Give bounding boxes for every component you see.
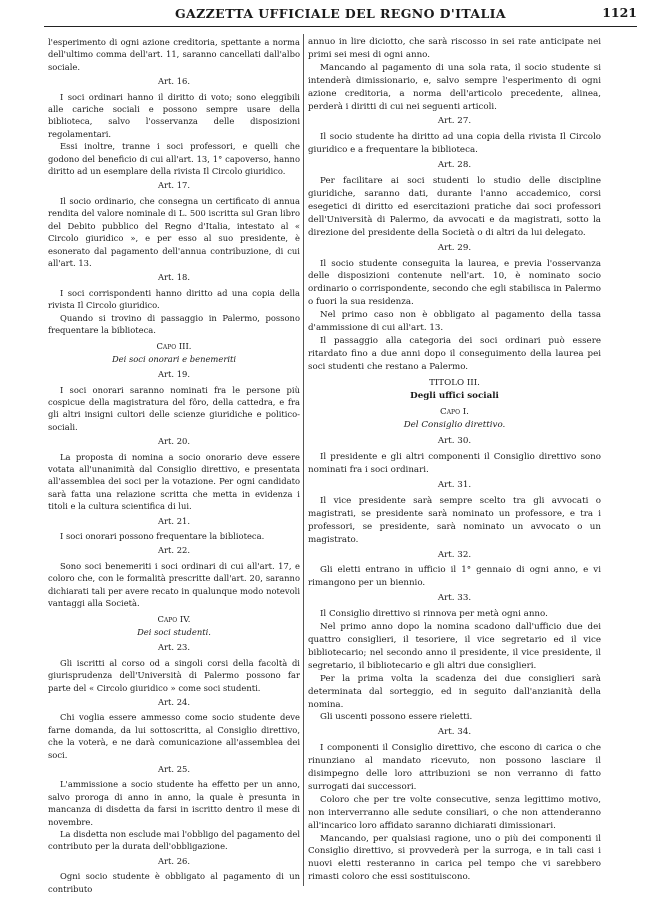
- paragraph: Chi voglia essere ammesso come socio studente deve farne domanda, da lui sottoscritta, al Consiglio direttivo, che la voterà, e ne darà comunicazione all'assemblea dei soci.: [48, 712, 300, 760]
- article-heading: Art. 16.: [157, 76, 191, 87]
- paragraph: Mancando al pagamento di una sola rata, il socio studente si intenderà dimissionario, e, salvo sempre l'esperimento di ogni azione creditoria, a norma dell'articolo precedente, alinea, perderà i diritti di cui nei seguenti articoli.: [308, 62, 601, 112]
- paragraph: Il socio ordinario, che consegna un certificato di annua rendita del valore nominale di L. 500 iscritta sul Gran libro del Debito pubblico del Regno d'Italia, intestato al « Circolo giuridico », e per esso al suo presidente, è esonerato dal pagamento dell'annua contribuzione, di cui all'art. 13.: [48, 195, 300, 268]
- paragraph: Mancando, per qualsiasi ragione, uno o più dei componenti il Consiglio direttivo, si provvederà per la surroga, e in tali casi i nuovi eletti resteranno in carica pel tempo che vi sarebbero rimasti coloro che essi sostituiscono.: [308, 833, 601, 883]
- title-subtitle: Degli uffici sociali: [410, 390, 499, 401]
- chapter-heading: Capo I.: [440, 407, 469, 418]
- article-heading: Art. 33.: [437, 593, 472, 604]
- article-heading: Art. 17.: [157, 180, 191, 191]
- paragraph: I componenti il Consiglio direttivo, che escono di carica o che rinunziano al mandato ricevuto, non possono lasciare il disimpegno delle loro attribuzioni se non verranno di fatto surrogati dai successori.: [308, 743, 601, 792]
- chapter-subtitle: Del Consiglio direttivo.: [403, 420, 506, 431]
- paragraph: La proposta di nomina a socio onorario deve essere votata all'unanimità dal Consiglio direttivo, e presentata all'assemblea dei soci per la votazione. Per ogni candidato sarà fatta una relazione scritta che metta in evidenza i titoli e la cultura scientifica di lui.: [48, 451, 300, 512]
- paragraph: Ogni socio studente è obbligato al pagamento di un contributo: [48, 871, 300, 894]
- article-heading: Art. 25.: [157, 763, 191, 774]
- paragraph-continuation: annuo in lire diciotto, che sarà riscosso in sei rate anticipate nei primi sei mesi di ogni anno.: [308, 37, 601, 60]
- left-column: [48, 36, 300, 895]
- right-column: [308, 36, 601, 884]
- paragraph: Il socio studente ha diritto ad una copia della rivista Il Circolo giuridico e a frequentare la biblioteca.: [308, 132, 601, 156]
- paragraph: Quando si trovino di passaggio in Palermo, possono frequentare la biblioteca.: [48, 312, 300, 335]
- paragraph: I soci onorari possono frequentare la biblioteca.: [60, 531, 265, 542]
- title-heading: TITOLO III.: [429, 377, 480, 388]
- article-heading: Art. 24.: [157, 696, 191, 707]
- article-heading: Art. 21.: [157, 515, 191, 526]
- article-heading: Art. 20.: [157, 436, 191, 447]
- page-number: 1121: [602, 5, 637, 20]
- chapter-subtitle: Dei soci onorari e benemeriti: [111, 353, 237, 364]
- article-heading: Art. 27.: [437, 116, 472, 127]
- article-heading: Art. 19.: [157, 369, 191, 380]
- article-heading: Art. 28.: [437, 160, 472, 171]
- article-heading: Art. 30.: [437, 436, 472, 447]
- paragraph-continuation: l'esperimento di ogni azione creditoria, spettante a norma dell'ultimo comma dell'art. 11, saranno cancellati dall'albo sociale.: [48, 37, 300, 72]
- paragraph: Nel primo caso non è obbligato al pagamento della tassa d'ammissione di cui all'art. 13.: [308, 310, 601, 334]
- article-heading: Art. 18.: [157, 272, 191, 283]
- paragraph: Per la prima volta la scadenza dei due consiglieri sarà determinata dal sorteggio, ed in seguito dall'anzianità della nomina.: [308, 673, 601, 710]
- column-divider: [303, 34, 304, 886]
- paragraph: Nel primo anno dopo la nomina scadono dall'ufficio due dei quattro consiglieri, il tesoriere, il vice segretario ed il vice bibliotecario; nel secondo anno il presidente, il vice presidente, il segretario, il bibliotecario e gli altri due consiglieri.: [308, 622, 601, 671]
- paragraph: La disdetta non esclude mai l'obbligo del pagamento del contributo per la durata dell'obbligazione.: [48, 828, 300, 852]
- paragraph: Essi inoltre, tranne i soci professori, e quelli che godono del beneficio di cui all'art. 13, 1° capoverso, hanno diritto ad un esemplare della rivista Il Circolo giuridico.: [48, 141, 300, 177]
- article-heading: Art. 23.: [157, 642, 191, 653]
- page-header: [44, 4, 637, 27]
- chapter-heading: Capo III.: [156, 341, 192, 352]
- paragraph: I soci ordinari hanno il diritto di voto; sono eleggibili alle cariche sociali e possono sempre usare della biblioteca, salvo l'osservanza delle disposizioni regolamentari.: [48, 91, 300, 139]
- paragraph: Il socio studente conseguita la laurea, e previa l'osservanza delle disposizioni contenute nell'art. 10, è nominato socio ordinario o corrispondente, secondo che egli stabilisca in Palermo o fuori la sua residenza.: [308, 258, 601, 308]
- article-heading: Art. 32.: [437, 549, 472, 560]
- paragraph: I soci onorari saranno nominati fra le persone più cospicue della magistratura del fôro, della cattedra, e fra gli altri insigni cultori delle scienze giuridiche e politico-sociali.: [48, 384, 300, 432]
- paragraph: Il vice presidente sarà sempre scelto tra gli avvocati o magistrati, se presidente sarà nominato un professore, e tra i professori, se presidente, sarà nominato un avvocato o un magistrato.: [308, 495, 601, 545]
- paragraph: Coloro che per tre volte consecutive, senza legittimo motivo, non interverranno alle sedute consiliari, o che non attenderanno all'incarico loro affidato saranno dichiarati dimissionari.: [308, 794, 601, 831]
- chapter-heading: Capo IV.: [157, 614, 191, 625]
- paragraph: Per facilitare ai soci studenti lo studio delle discipline giuridiche, saranno dati, durante l'anno accademico, corsi esegetici di diritto ed esercitazioni pratiche dai soci professori dell'Università di Palermo, da avvocati e da magistrati, sotto la direzione del presidente della Società o di altri da lui delegato.: [308, 176, 601, 238]
- chapter-subtitle: Dei soci studenti.: [137, 626, 211, 637]
- article-heading: Art. 26.: [157, 855, 191, 866]
- paragraph: Sono soci benemeriti i soci ordinari di cui all'art. 17, e coloro che, con le formalità prescritte dall'art. 20, saranno dichiarati tali per avere recato in qualunque modo notevoli vantaggi alla Società.: [48, 560, 300, 609]
- paragraph: Gli uscenti possono essere rieletti.: [320, 712, 473, 723]
- paragraph: L'ammissione a socio studente ha effetto per un anno, salvo proroga di anno in anno, la quale è presunta in mancanza di disdetta da farsi in iscritto dentro il mese di novembre.: [48, 779, 300, 827]
- paragraph: Il Consiglio direttivo si rinnova per metà ogni anno.: [320, 609, 548, 620]
- article-heading: Art. 22.: [157, 545, 191, 556]
- paragraph: Il presidente e gli altri componenti il Consiglio direttivo sono nominati fra i soci ordinari.: [308, 452, 601, 476]
- paragraph: Il passaggio alla categoria dei soci ordinari può essere ritardato fino a due anni dopo il conseguimento della laurea pei soci studenti che restano a Palermo.: [308, 335, 601, 372]
- article-heading: Art. 29.: [437, 242, 472, 253]
- article-heading: Art. 31.: [437, 480, 472, 490]
- gazette-title: GAZZETTA UFFICIALE DEL REGNO D'ITALIA: [174, 6, 507, 21]
- article-heading: Art. 34.: [437, 727, 472, 738]
- paragraph: Gli iscritti al corso od a singoli corsi della facoltà di giurisprudenza dell'Università di Palermo possono far parte del « Circolo giuridico » come soci studenti.: [48, 657, 300, 693]
- paragraph: I soci corrispondenti hanno diritto ad una copia della rivista Il Circolo giuridico.: [48, 287, 300, 311]
- paragraph: Gli eletti entrano in ufficio il 1° gennaio di ogni anno, e vi rimangono per un biennio.: [308, 565, 601, 589]
